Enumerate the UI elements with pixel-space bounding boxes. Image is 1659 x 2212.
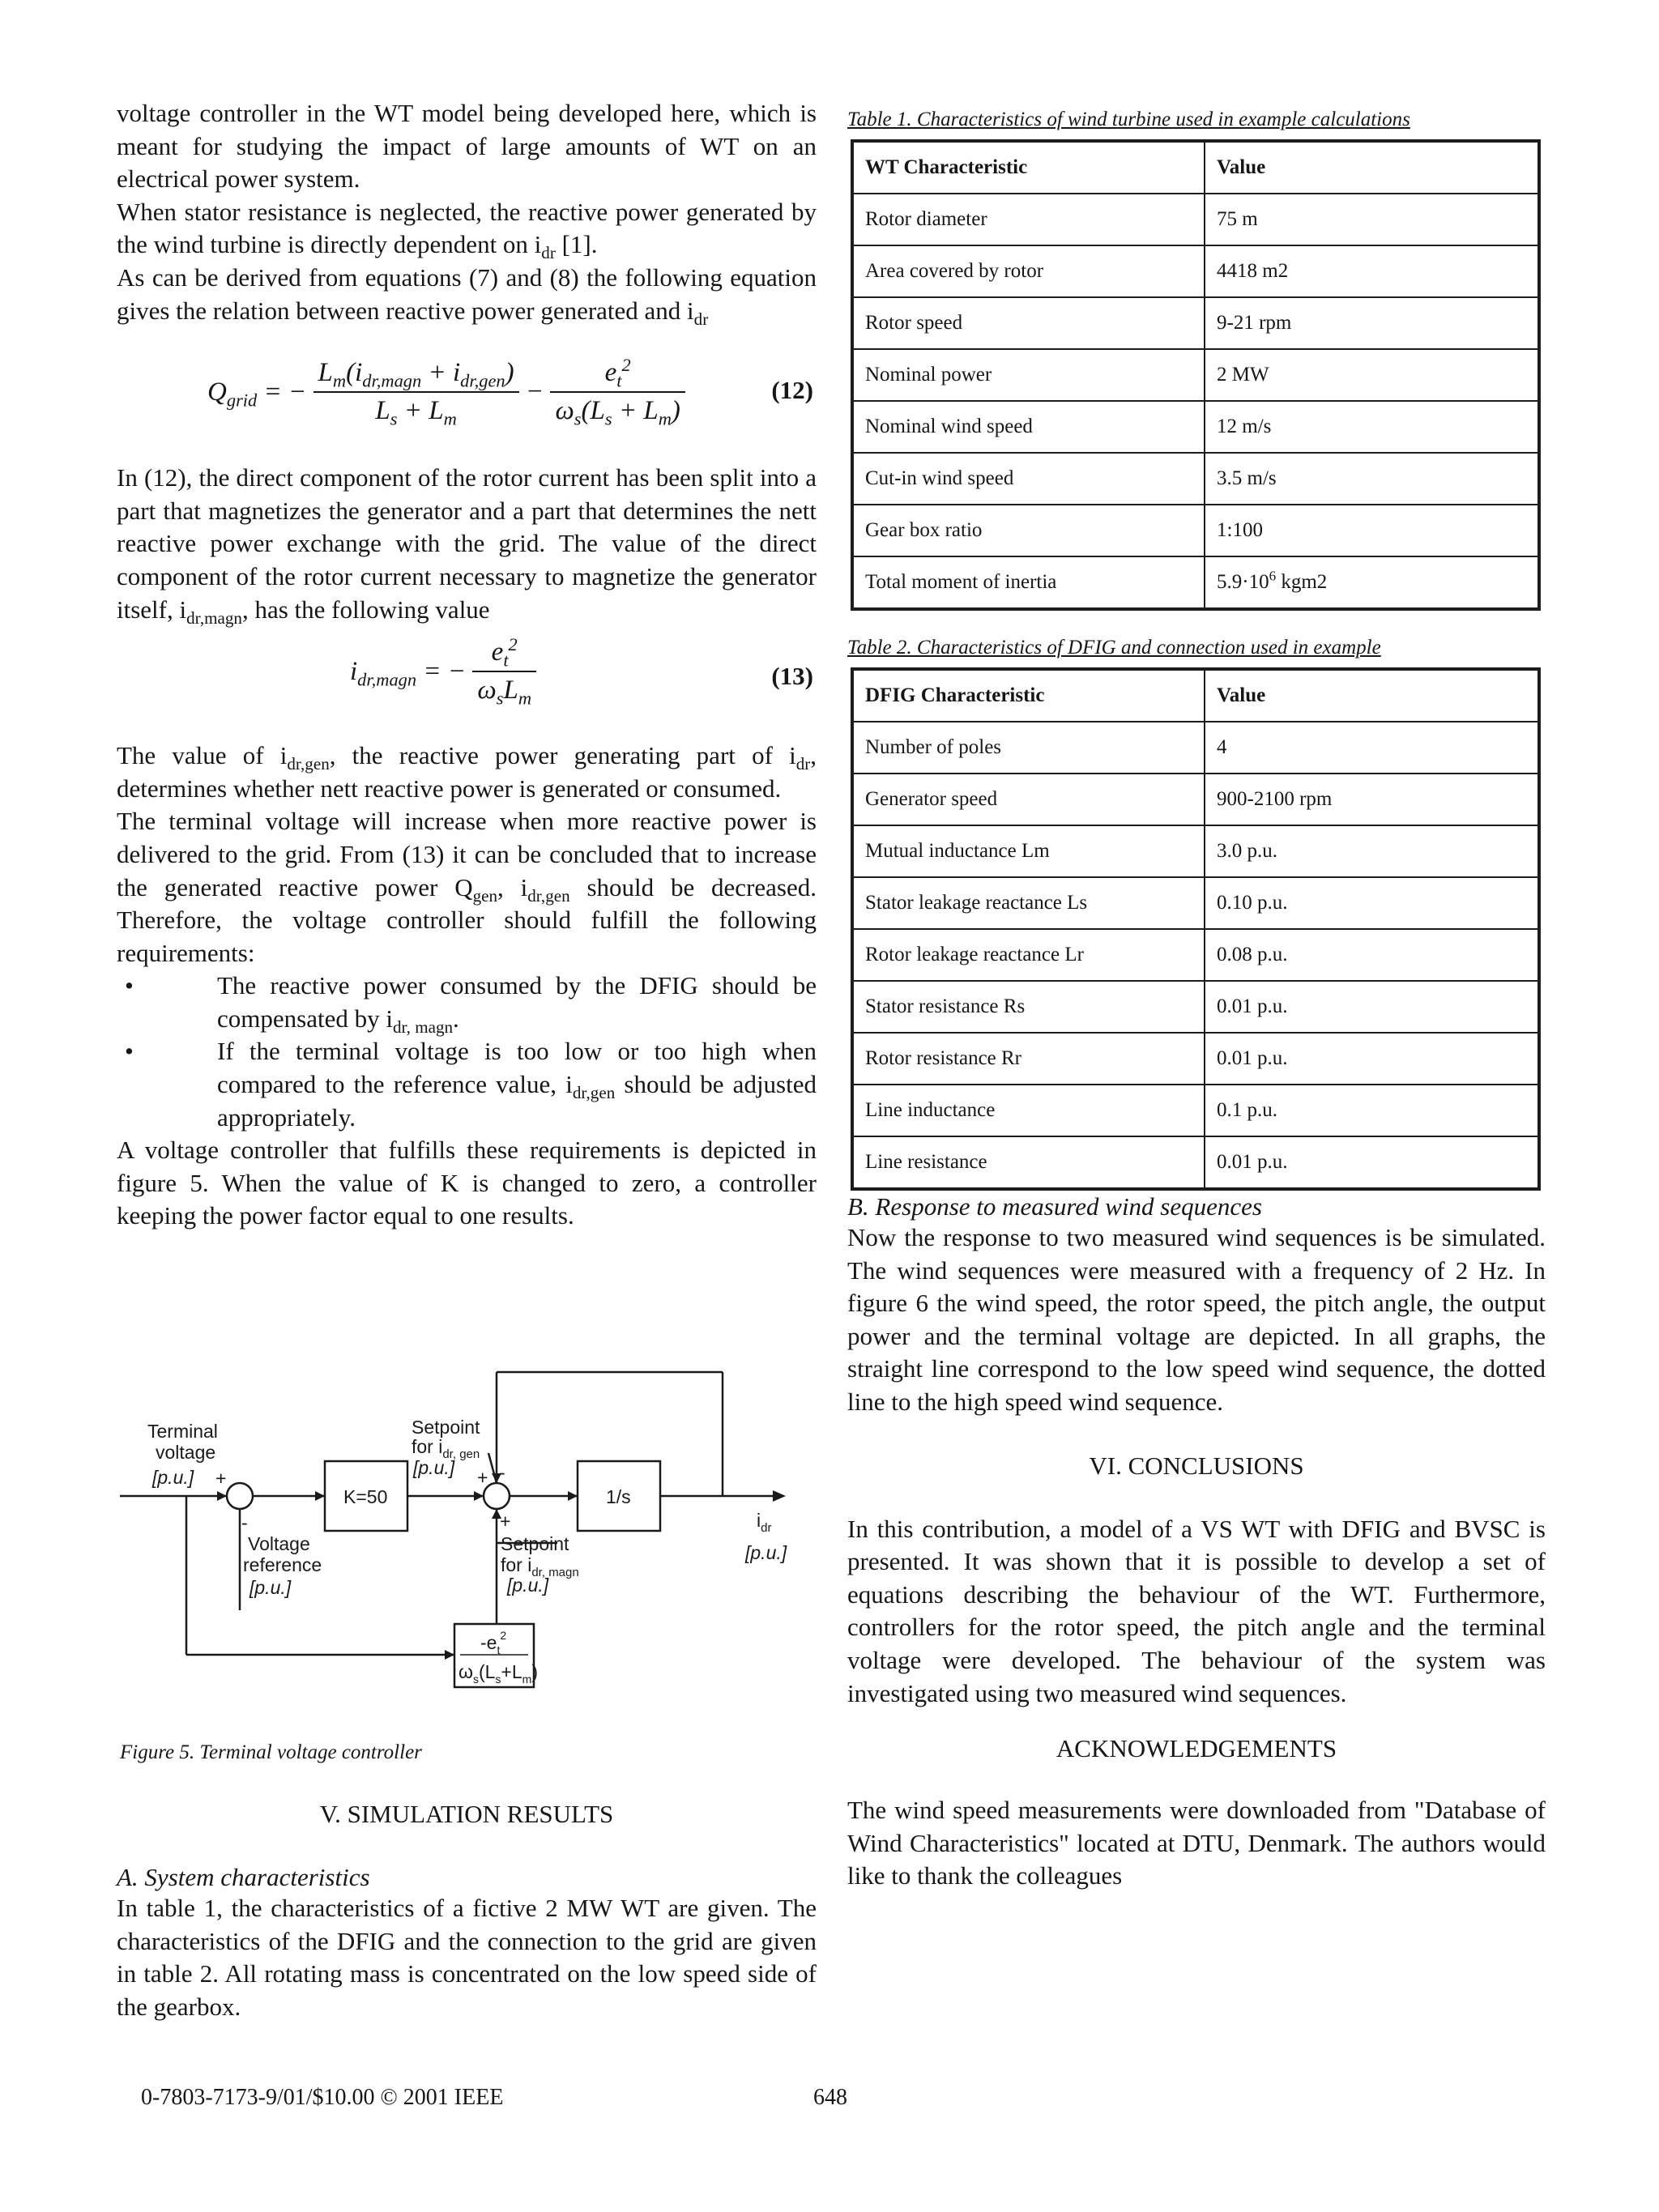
table-header-cell: WT Characteristic <box>852 141 1205 194</box>
table-row: Area covered by rotor 4418 m2 <box>852 245 1539 297</box>
table-row: Stator leakage reactance Ls 0.10 p.u. <box>852 877 1539 929</box>
paragraph-controller: A voltage controller that fulfills these requirements is depicted in figure 5. When the value of K is changed to zero, a controller keeping the power factor equal to one results. <box>117 1136 817 1230</box>
bullet-item: • The reactive power consumed by the DFIG should be compensated by $i_{dr, magn}$. <box>125 971 817 1038</box>
paragraph-split: In (12), the direct component of the rotor current has been split into a part that magnetizes the generator and a part that determines the nett reactive power exchange with the grid. The value of the direct component of the rotor current necessary to magnetize the generator itself, $i_{dr,magn}$, has the following value <box>117 463 817 628</box>
table-header-cell: Value <box>1205 669 1539 722</box>
table-row: Nominal power 2 MW <box>852 349 1539 401</box>
integrator-label: 1/s <box>606 1486 631 1507</box>
table-row: Nominal wind speed 12 m/s <box>852 401 1539 453</box>
sign-minus: - <box>499 1462 505 1483</box>
table-row: Generator speed 900-2100 rpm <box>852 774 1539 825</box>
table-header-row <box>852 141 1539 194</box>
section-heading: V. SIMULATION RESULTS <box>319 1800 614 1828</box>
table-row: Line inductance 0.1 p.u. <box>852 1085 1539 1136</box>
paragraph-terminal-voltage: The terminal voltage will increase when more reactive power is delivered to the grid. From (13) it can be concluded that to increase the generated reactive power $Q_{gen}$, $i_{dr,gen}$ should be decreased. Therefore, the voltage controller should fulfill the following requirements: <box>117 807 817 967</box>
table-row: Rotor diameter 75 m <box>852 194 1539 245</box>
subsection-heading: B. Response to measured wind sequences <box>847 1192 1262 1221</box>
sign-plus: + <box>215 1468 227 1489</box>
label-for-idr-magn: for $i_{dr, magn}$ <box>501 1554 579 1579</box>
table-row: Cut-in wind speed 3.5 m/s <box>852 453 1539 505</box>
equation-12-number: (12) <box>771 376 813 405</box>
label-setpoint-magn: Setpoint <box>501 1533 569 1554</box>
gain-label: K=50 <box>343 1486 388 1507</box>
sign-plus: + <box>500 1511 511 1532</box>
page-number: 648 <box>813 2085 847 2110</box>
table-row: Mutual inductance Lm 3.0 p.u. <box>852 825 1539 877</box>
table-row: Line resistance 0.01 p.u. <box>852 1136 1539 1189</box>
table-2 <box>851 667 1541 1191</box>
label-voltage: voltage <box>156 1442 216 1463</box>
table-row: Rotor leakage reactance Lr 0.08 p.u. <box>852 929 1539 981</box>
table-2-caption: Table 2. Characteristics of DFIG and connection used in example <box>847 637 1381 658</box>
figure-5-block-diagram <box>120 1369 800 1709</box>
table-1 <box>851 139 1541 611</box>
footer-copyright: 0-7803-7173-9/01/$10.00 © 2001 IEEE <box>141 2085 504 2110</box>
table-row: Number of poles 4 <box>852 722 1539 774</box>
label-setpoint-gen: Setpoint <box>412 1417 480 1438</box>
section-heading: ACKNOWLEDGEMENTS <box>1056 1734 1337 1763</box>
table-header-row <box>852 669 1539 722</box>
paragraph-stator: When stator resistance is neglected, the reactive power generated by the wind turbine is directly dependent on $i_{dr}$ [1]. <box>117 197 817 263</box>
equation-12: $Q_{grid}$ = − $\frac{L_m(i_{dr,magn} + i_{dr,gen})}{L_s + L_m}$ − $\frac{e_t^2}{\omega_s(L_s + L_m)}$ (12) <box>207 355 813 429</box>
paragraph-idr-gen: The value of $i_{dr,gen}$, the reactive power generating part of $i_{dr}$, determines whether nett reactive power is generated or consumed. <box>117 741 817 803</box>
sign-minus: - <box>241 1512 248 1533</box>
table-row: Rotor resistance Rr 0.01 p.u. <box>852 1033 1539 1085</box>
paragraph-system: In table 1, the characteristics of a fictive 2 MW WT are given. The characteristics of the DFIG and the connection to the grid are given in table 2. All rotating mass is concentrated on the low speed side of the gearbox. <box>117 1894 817 2021</box>
section-5 <box>117 1800 817 2023</box>
sign-plus: + <box>477 1467 488 1488</box>
paragraph-intro: voltage controller in the WT model being developed here, which is meant for studying the impact of large amounts of WT on an electrical power system. <box>117 99 817 194</box>
paragraph-response: Now the response to two measured wind sequences is be simulated. The wind sequences were measured with a frequency of 2 Hz. In figure 6 the wind speed, the rotor speed, the pitch angle, the output power and the terminal voltage are depicted. In all graphs, the straight line correspond to the low speed wind sequence, the dotted line to the high speed wind sequence. <box>847 1223 1546 1416</box>
section-heading: VI. CONCLUSIONS <box>1089 1451 1304 1480</box>
table-1-caption: Table 1. Characteristics of wind turbine used in example calculations <box>847 109 1410 130</box>
label-pu-magn: [p.u.] <box>507 1575 549 1596</box>
label-pu-output: [p.u.] <box>745 1542 787 1563</box>
subsection-heading: A. System characteristics <box>117 1863 370 1891</box>
equation-13-number: (13) <box>771 662 813 691</box>
table-row: Total moment of inertia $5.9\cdot 10^6$ kgm2 <box>852 556 1539 609</box>
feedback-denominator: $\omega_s(L_s+L_m)$ <box>458 1661 538 1686</box>
label-pu-ref: [p.u.] <box>249 1577 292 1598</box>
left-column <box>117 97 817 1233</box>
table-row: Rotor speed 9-21 rpm <box>852 297 1539 349</box>
table-header-cell: Value <box>1205 141 1539 194</box>
label-pu-input: [p.u.] <box>152 1467 194 1488</box>
right-column-text <box>847 1192 1546 1893</box>
paragraph-acknowledgements: The wind speed measurements were downloaded from "Database of Wind Characteristics" located at DTU, Denmark. The authors would like to thank the colleagues <box>847 1796 1546 1890</box>
paragraph-derivation: As can be derived from equations (7) and (8) the following equation gives the relation between reactive power generated and $i_{dr}$ <box>117 262 817 329</box>
figure-5-caption: Figure 5. Terminal voltage controller <box>120 1741 422 1763</box>
label-output-idr: $i_{dr}$ <box>757 1510 772 1535</box>
paragraph-conclusions: In this contribution, a model of a VS WT with DFIG and BVSC is presented. It was shown that it is possible to develop a set of equations describing the behaviour of the WT. Furthermore, controllers for the rotor speed, the pitch angle and the terminal voltage were developed. The behaviour of the system was investigated using two measured wind sequences. <box>847 1514 1546 1707</box>
label-for-idr-gen: for $i_{dr, gen}$ <box>412 1436 480 1461</box>
feedback-numerator: $-e_t^2$ <box>480 1629 507 1656</box>
label-pu-gen: [p.u.] <box>413 1457 455 1478</box>
equation-13: $i_{dr,magn}$ = − $\frac{e_t^2}{\omega_sL_m}$ (13) <box>350 634 813 709</box>
table-row: Stator resistance Rs 0.01 p.u. <box>852 981 1539 1033</box>
table-header-cell: DFIG Characteristic <box>852 669 1205 722</box>
label-voltage-ref: Voltage <box>248 1533 310 1554</box>
sum-junction-1 <box>227 1483 253 1509</box>
label-terminal: Terminal <box>147 1421 218 1442</box>
bullet-item: • If the terminal voltage is too low or too high when compared to the reference value, $i_{dr,gen}$ should be adjusted appropriately. <box>125 1037 817 1132</box>
table-row: Gear box ratio 1:100 <box>852 505 1539 556</box>
label-reference: reference <box>243 1554 322 1575</box>
right-column <box>847 109 1546 1191</box>
